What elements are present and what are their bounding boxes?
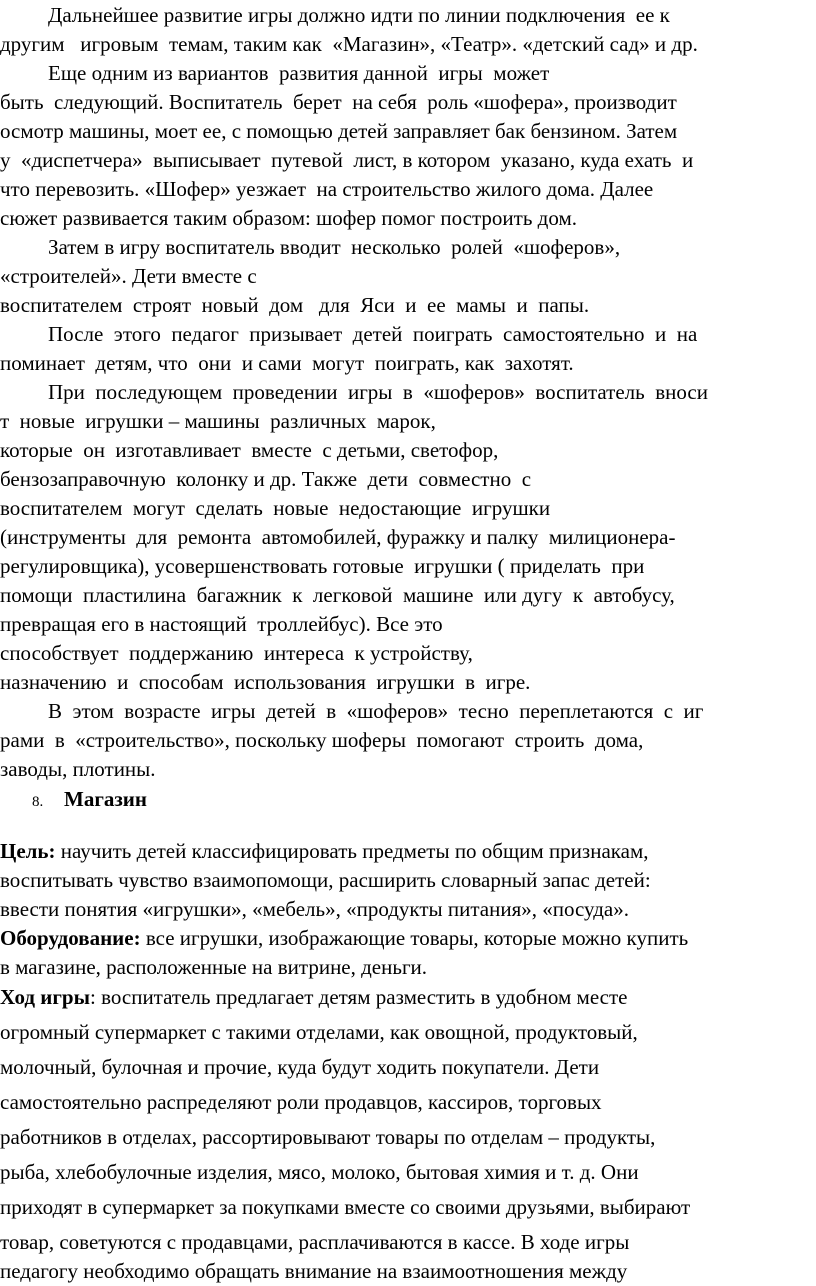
text-line: сюжет развивается таким образом: шофер помог построить дом. [0, 206, 577, 230]
text-line: способствует поддержанию интереса к устройству, [0, 641, 473, 665]
course-line: рыба, хлебобулочные изделия, мясо, молоко, бытовая химия и т. д. Они [0, 1160, 639, 1184]
text-line: поминает детям, что они и сами могут поиграть, как захотят. [0, 351, 574, 375]
text-line: Затем в игру воспитатель вводит несколько ролей «шоферов», [48, 235, 621, 259]
text-line: что перевозить. «Шофер» уезжает на строительство жилого дома. Далее [0, 177, 654, 201]
text-line: у «диспетчера» выписывает путевой лист, в котором указано, куда ехать и [0, 148, 694, 172]
course-line: молочный, булочная и прочие, куда будут ходить покупатели. Дети [0, 1055, 600, 1079]
text-line: Еще одним из вариантов развития данной игры может [48, 61, 550, 85]
text-line: другим игровым темам, таким как «Магазин», «Театр». «детский сад» и др. [0, 32, 698, 56]
course-line: приходят в супермаркет за покупками вместе со своими друзьями, выбирают [0, 1195, 691, 1219]
goal-text: научить детей классифицировать предметы по общим признакам, [55, 839, 649, 863]
text-line: бензозаправочную колонку и др. Также дети совместно с [0, 467, 532, 491]
text-line: быть следующий. Воспитатель берет на себя роль «шофера», производит [0, 90, 677, 114]
text-line: Дальнейшее развитие игры должно идти по линии подключения ее к [48, 3, 670, 27]
text-line: После этого педагог призывает детей поиграть самостоятельно и на [48, 322, 698, 346]
text-line: рами в «строительство», поскольку шоферы помогают строить дома, [0, 728, 644, 752]
text-line: осмотр машины, моет ее, с помощью детей заправляет бак бензином. Затем [0, 119, 678, 143]
goal-line [0, 836, 649, 866]
course-text: : воспитатель предлагает детям разместить в удобном месте [90, 985, 628, 1009]
section-number: 8. [32, 794, 44, 810]
course-line: самостоятельно распределяют роли продавцов, кассиров, торговых [0, 1090, 602, 1114]
goal-line: воспитывать чувство взаимопомощи, расширить словарный запас детей: [0, 868, 651, 892]
text-line: В этом возрасте игры детей в «шоферов» тесно переплетаются с иг [48, 699, 704, 723]
course-line: работников в отделах, рассортировывают товары по отделам – продукты, [0, 1125, 656, 1149]
equipment-label: Оборудование: [0, 926, 141, 950]
text-line: воспитателем строят новый дом для Яси и ее мамы и папы. [0, 293, 590, 317]
equipment-line: в магазине, расположенные на витрине, деньги. [0, 955, 428, 979]
course-line: товар, советуются с продавцами, расплачиваются в кассе. В ходе игры [0, 1230, 630, 1254]
equipment-line [0, 923, 688, 953]
text-line: назначению и способам использования игрушки в игре. [0, 670, 531, 694]
goal-line: ввести понятия «игрушки», «мебель», «продукты питания», «посуда». [0, 897, 629, 921]
equipment-text: все игрушки, изображающие товары, которые можно купить [140, 926, 689, 950]
text-line: При последующем проведении игры в «шоферов» воспитатель вноси [48, 380, 708, 404]
course-line: огромный супермаркет с такими отделами, как овощной, продуктовый, [0, 1020, 638, 1044]
course-label: Ход игры [0, 985, 90, 1009]
text-line: воспитателем могут сделать новые недостающие игрушки [0, 496, 551, 520]
text-line: превращая его в настоящий троллейбус). Все это [0, 612, 443, 636]
text-line: «строителей». Дети вместе с [0, 264, 257, 288]
text-line: которые он изготавливает вместе с детьми, светофор, [0, 438, 499, 462]
text-line: заводы, плотины. [0, 757, 156, 781]
text-line: регулировщика), усовершенствовать готовые игрушки ( приделать при [0, 554, 645, 578]
text-line: (инструменты для ремонта автомобилей, фуражку и палку милиционера- [0, 525, 676, 549]
text-line: помощи пластилина багажник к легковой машине или дугу к автобусу, [0, 583, 675, 607]
section-title: Магазин [64, 787, 147, 811]
course-line [0, 982, 627, 1012]
course-line: педагогу необходимо обращать внимание на взаимоотношения между [0, 1259, 628, 1283]
text-line: т новые игрушки – машины различных марок, [0, 409, 436, 433]
goal-label: Цель: [0, 839, 56, 863]
